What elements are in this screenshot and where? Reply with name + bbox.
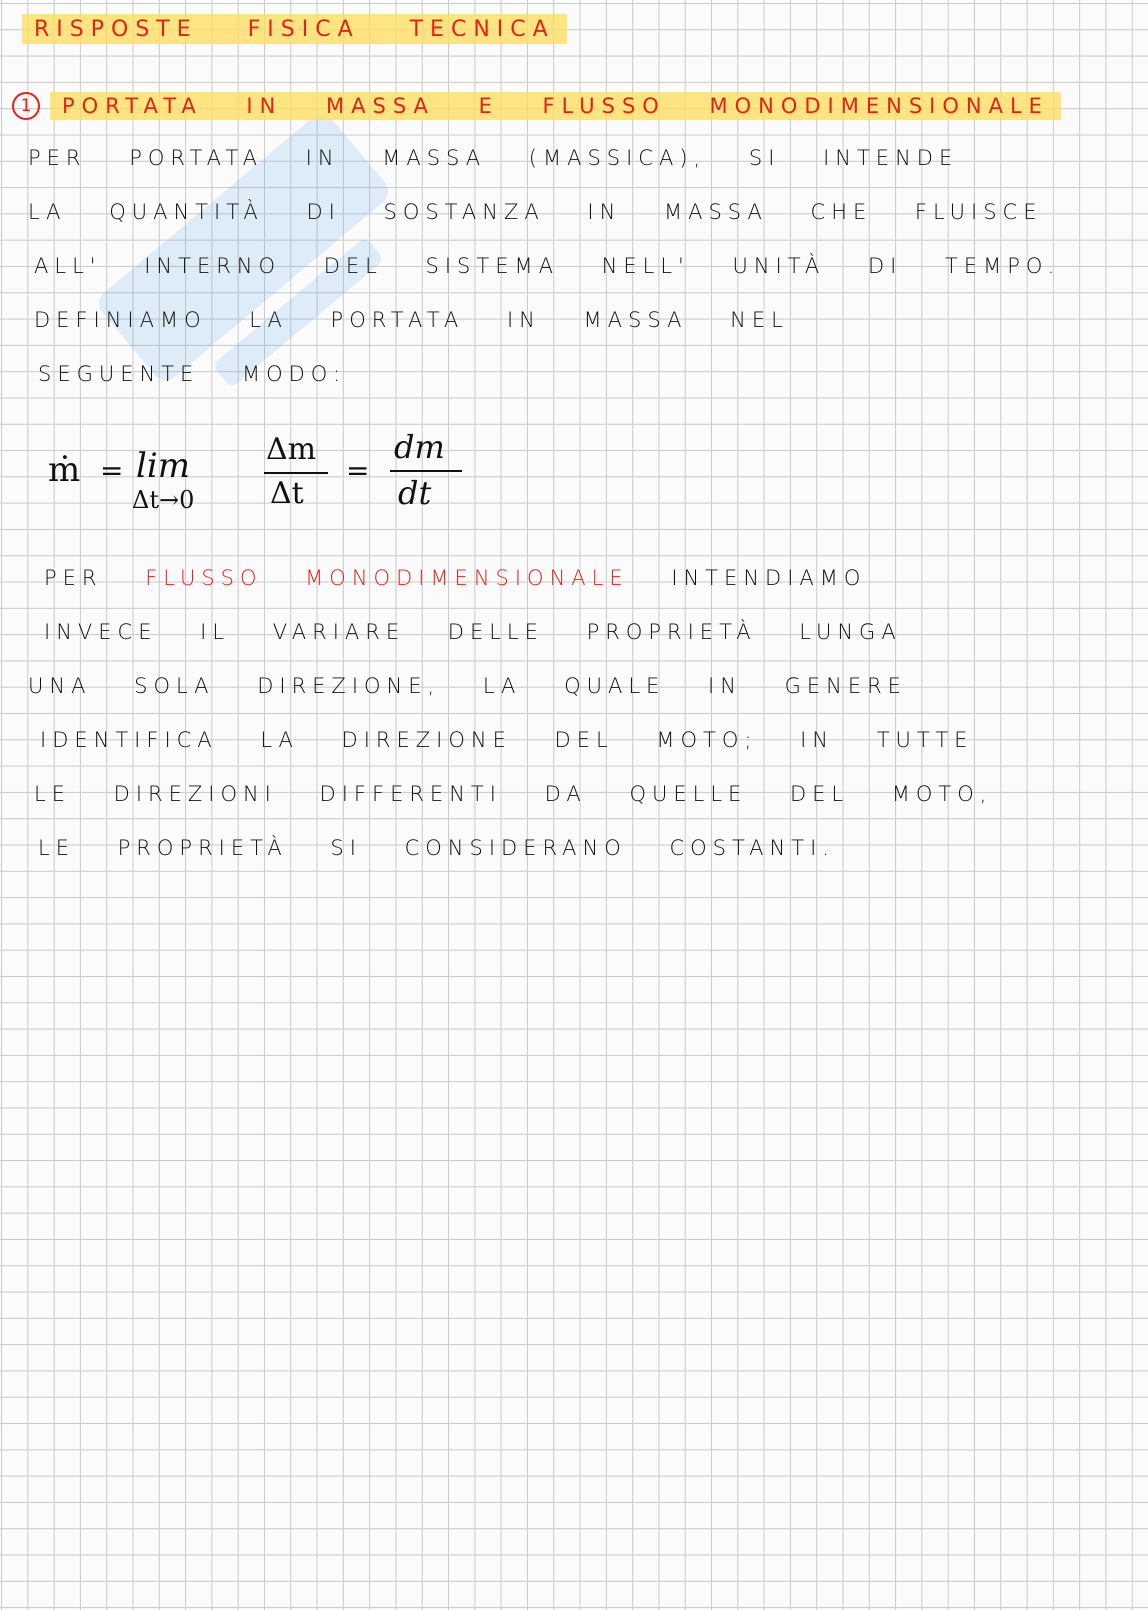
paragraph2-line-5: LE DIREZIONI DIFFERENTI DA QUELLE DEL MOTO,: [34, 782, 993, 806]
paragraph2-line-3: UNA SOLA DIREZIONE, LA QUALE IN GENERE: [28, 674, 907, 698]
paragraph2-highlight: FLUSSO MONODIMENSIONALE: [145, 566, 629, 590]
formula-eq1: =: [100, 454, 124, 487]
formula-den2: dt: [398, 474, 432, 512]
section-number: 1: [12, 92, 40, 120]
page-title: RISPOSTE FISICA TECNICA: [22, 14, 567, 44]
paragraph2-line-2: INVECE IL VARIARE DELLE PROPRIETÀ LUNGA: [44, 620, 902, 644]
paragraph1-line-2: LA QUANTITÀ DI SOSTANZA IN MASSA CHE FLUISCE: [28, 200, 1043, 224]
paragraph2-intro: PER: [44, 566, 103, 590]
paragraph1-line-3: ALL' INTERNO DEL SISTEMA NELL' UNITÀ DI TEMPO.: [34, 254, 1061, 278]
fraction-bar-1: [264, 472, 328, 474]
paragraph1-line-1: PER PORTATA IN MASSA (MASSICA), SI INTENDE: [28, 146, 959, 170]
formula-lim-subscript: Δt→0: [132, 486, 195, 514]
section-header: [12, 92, 1061, 120]
paragraph2-line-6: LE PROPRIETÀ SI CONSIDERANO COSTANTI.: [38, 836, 835, 860]
formula-lhs: ṁ: [48, 450, 81, 490]
formula-eq2: =: [346, 454, 370, 487]
formula-num2: dm: [394, 428, 445, 466]
paragraph2-rest: INTENDIAMO: [671, 566, 867, 590]
paragraph1-line-5: SEGUENTE MODO:: [38, 362, 347, 386]
paragraph2-line-1: [44, 566, 866, 590]
formula-lim: lim: [136, 446, 190, 486]
paragraph2-line-4: IDENTIFICA LA DIREZIONE DEL MOTO; IN TUTTE: [40, 728, 974, 752]
formula-den1: Δt: [270, 476, 304, 511]
paragraph1-line-4: DEFINIAMO LA PORTATA IN MASSA NEL: [34, 308, 789, 332]
section-heading: PORTATA IN MASSA E FLUSSO MONODIMENSIONALE: [50, 92, 1061, 120]
fraction-bar-2: [390, 470, 462, 472]
formula-num1: Δm: [266, 432, 317, 467]
